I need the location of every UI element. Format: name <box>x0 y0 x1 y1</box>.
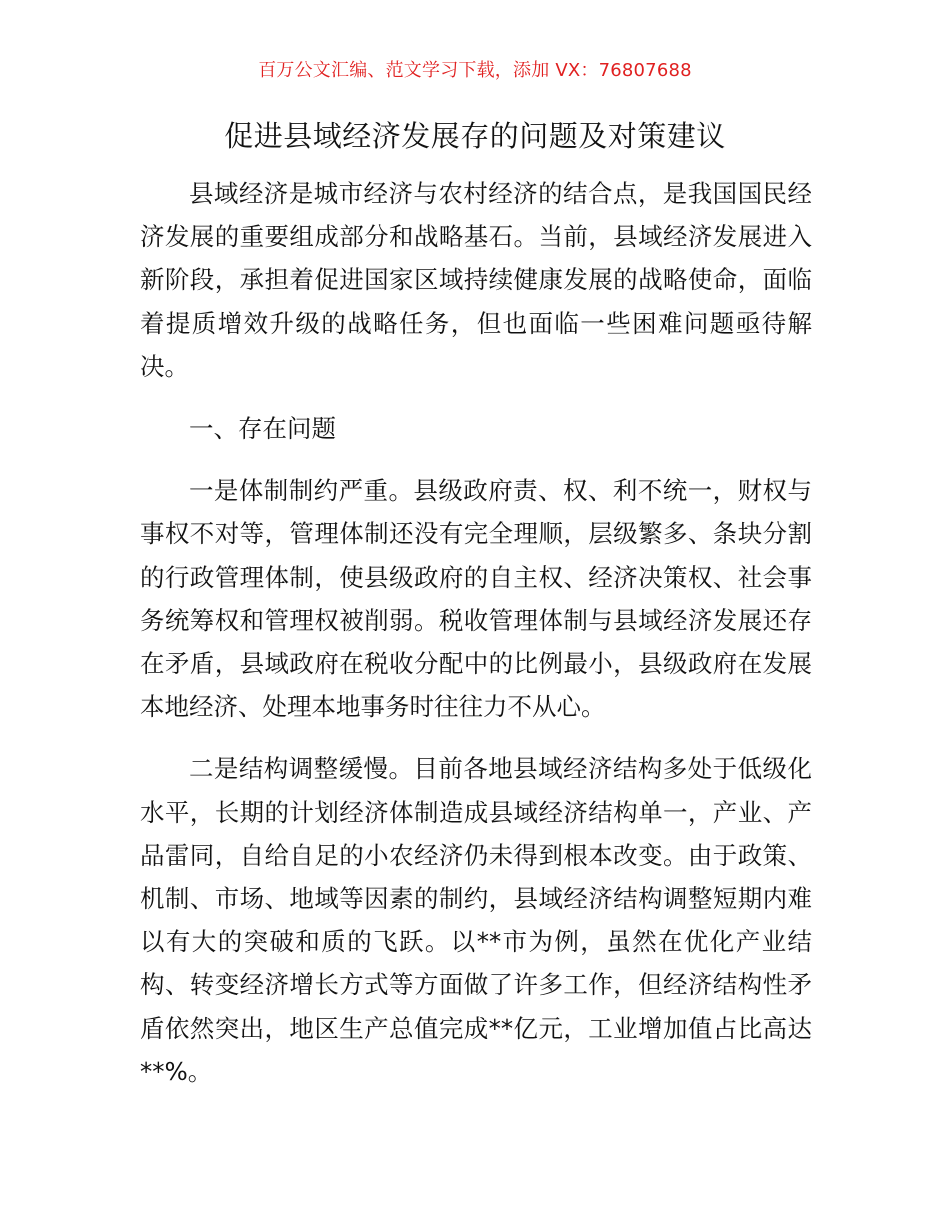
watermark-banner: 百万公文汇编、范文学习下载，添加 VX：76807688 <box>258 60 692 81</box>
intro-paragraph: 县域经济是城市经济与农村经济的结合点，是我国国民经济发展的重要组成部分和战略基石。当前，县域经济发展进入新阶段，承担着促进国家区域持续健康发展的战略使命，面临着提质增效升级的战略任务，但也面临一些困难问题亟待解决。 <box>140 179 812 381</box>
document-body <box>140 172 812 1112</box>
paragraph-issue-2: 二是结构调整缓慢。目前各地县域经济结构多处于低级化水平，长期的计划经济体制造成县域经济结构单一，产业、产品雷同，自给自足的小农经济仍未得到根本改变。由于政策、机制、市场、地域等因素的制约，县域经济结构调整短期内难以有大的突破和质的飞跃。以**市为例，虽然在优化产业结构、转变经济增长方式等方面做了许多工作，但经济结构性矛盾依然突出，地区生产总值完成**亿元，工业增加值占比高达**%。 <box>140 754 812 1086</box>
document-title: 促进县域经济发展存的问题及对策建议 <box>224 119 726 153</box>
section-heading: 一、存在问题 <box>189 414 336 444</box>
paragraph-issue-1: 一是体制制约严重。县级政府责、权、利不统一，财权与事权不对等，管理体制还没有完全理顺，层级繁多、条块分割的行政管理体制，使县级政府的自主权、经济决策权、社会事务统筹权和管理权被削弱。税收管理体制与县域经济发展还存在矛盾，县域政府在税收分配中的比例最小，县级政府在发展本地经济、处理本地事务时往往力不从心。 <box>140 476 812 722</box>
